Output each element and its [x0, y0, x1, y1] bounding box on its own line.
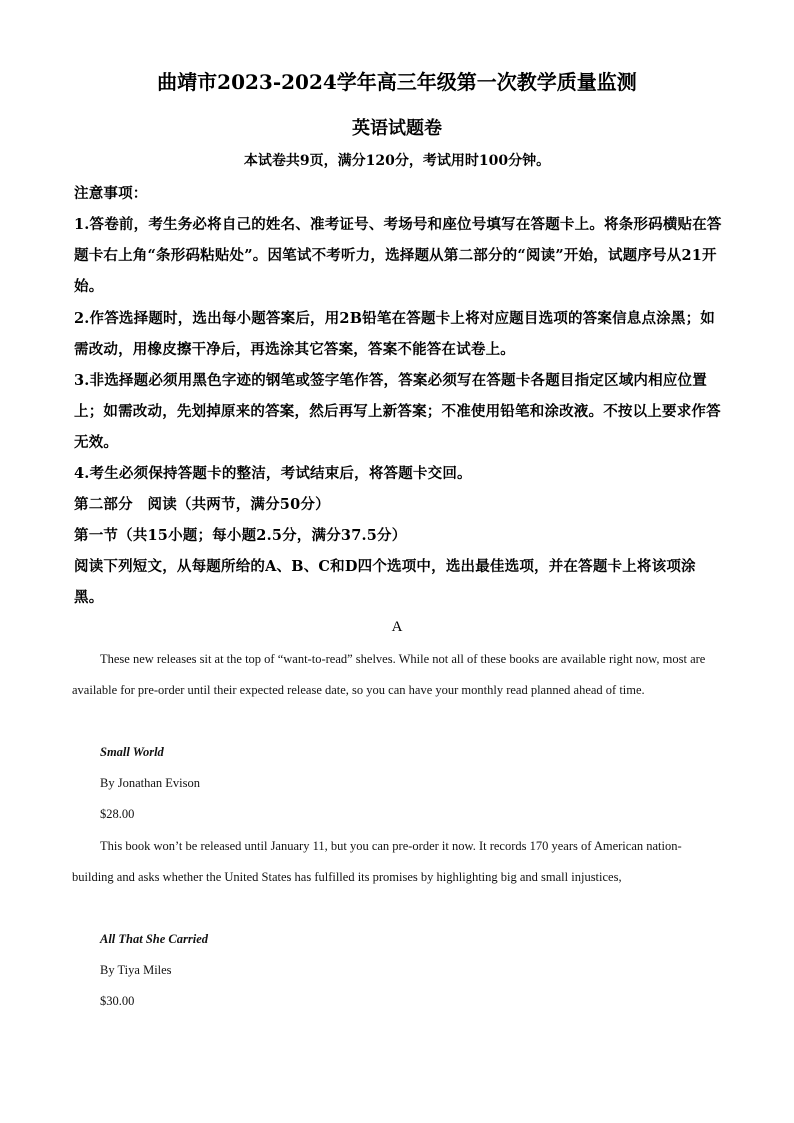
book1-price: $28.00: [100, 807, 135, 821]
section-title: 第一节（共15小题；每小题2.5分，满分37.5分）: [74, 527, 407, 544]
instruction: 阅读下列短文，从每题所给的A、B、C和D四个选项中，选出最佳选项，并在答题卡上将该项涂黑。: [74, 558, 696, 606]
passage-intro: These new releases sit at the top of “want-to-read” shelves. While not all of these books are available right now, most are available for pre-order until their expected release date, so you can have your monthly read planned ahead of time.: [72, 652, 706, 697]
notice-item-2: 2.作答选择题时，选出每小题答案后，用2B铅笔在答题卡上将对应题目选项的答案信息点涂黑；如需改动，用橡皮擦干净后，再选涂其它答案，答案不能答在试卷上。: [74, 310, 715, 358]
book2-price: $30.00: [100, 994, 135, 1008]
part-title: 第二部分 阅读（共两节，满分50分）: [74, 496, 330, 513]
exam-info: 本试卷共9页，满分120分，考试用时100分钟。: [243, 153, 551, 169]
book2-title: All That She Carried: [100, 932, 209, 946]
exam-title: 曲靖市2023-2024学年高三年级第一次教学质量监测: [157, 70, 637, 94]
exam-subtitle: 英语试题卷: [352, 118, 442, 139]
notice-item-1: 1.答卷前，考生务必将自己的姓名、准考证号、考场号和座位号填写在答题卡上。将条形码横贴在答题卡右上角“条形码粘贴处”。因笔试不考听力，选择题从第二部分的“阅读”开始，试题序号从21开始。: [74, 216, 722, 295]
book1-author: By Jonathan Evison: [100, 776, 200, 790]
book1-title: Small World: [100, 745, 164, 759]
notice-item-4: 4.考生必须保持答题卡的整洁，考试结束后，将答题卡交回。: [74, 465, 472, 482]
notice-heading: 注意事项：: [74, 185, 148, 202]
notice-item-3: 3.非选择题必须用黑色字迹的钢笔或签字笔作答，答案必须写在答题卡各题目指定区域内相应位置上；如需改动，先划掉原来的答案，然后再写上新答案；不准使用铅笔和涂改液。不按以上要求作答无效。: [74, 372, 721, 451]
book1-description: This book won’t be released until January 11, but you can pre-order it now. It records 170 years of American nation-building and asks whether the United States has fulfilled its promises by highlighting big and small injustices,: [72, 839, 682, 884]
passage-label: A: [391, 619, 403, 635]
book2-author: By Tiya Miles: [100, 963, 172, 977]
